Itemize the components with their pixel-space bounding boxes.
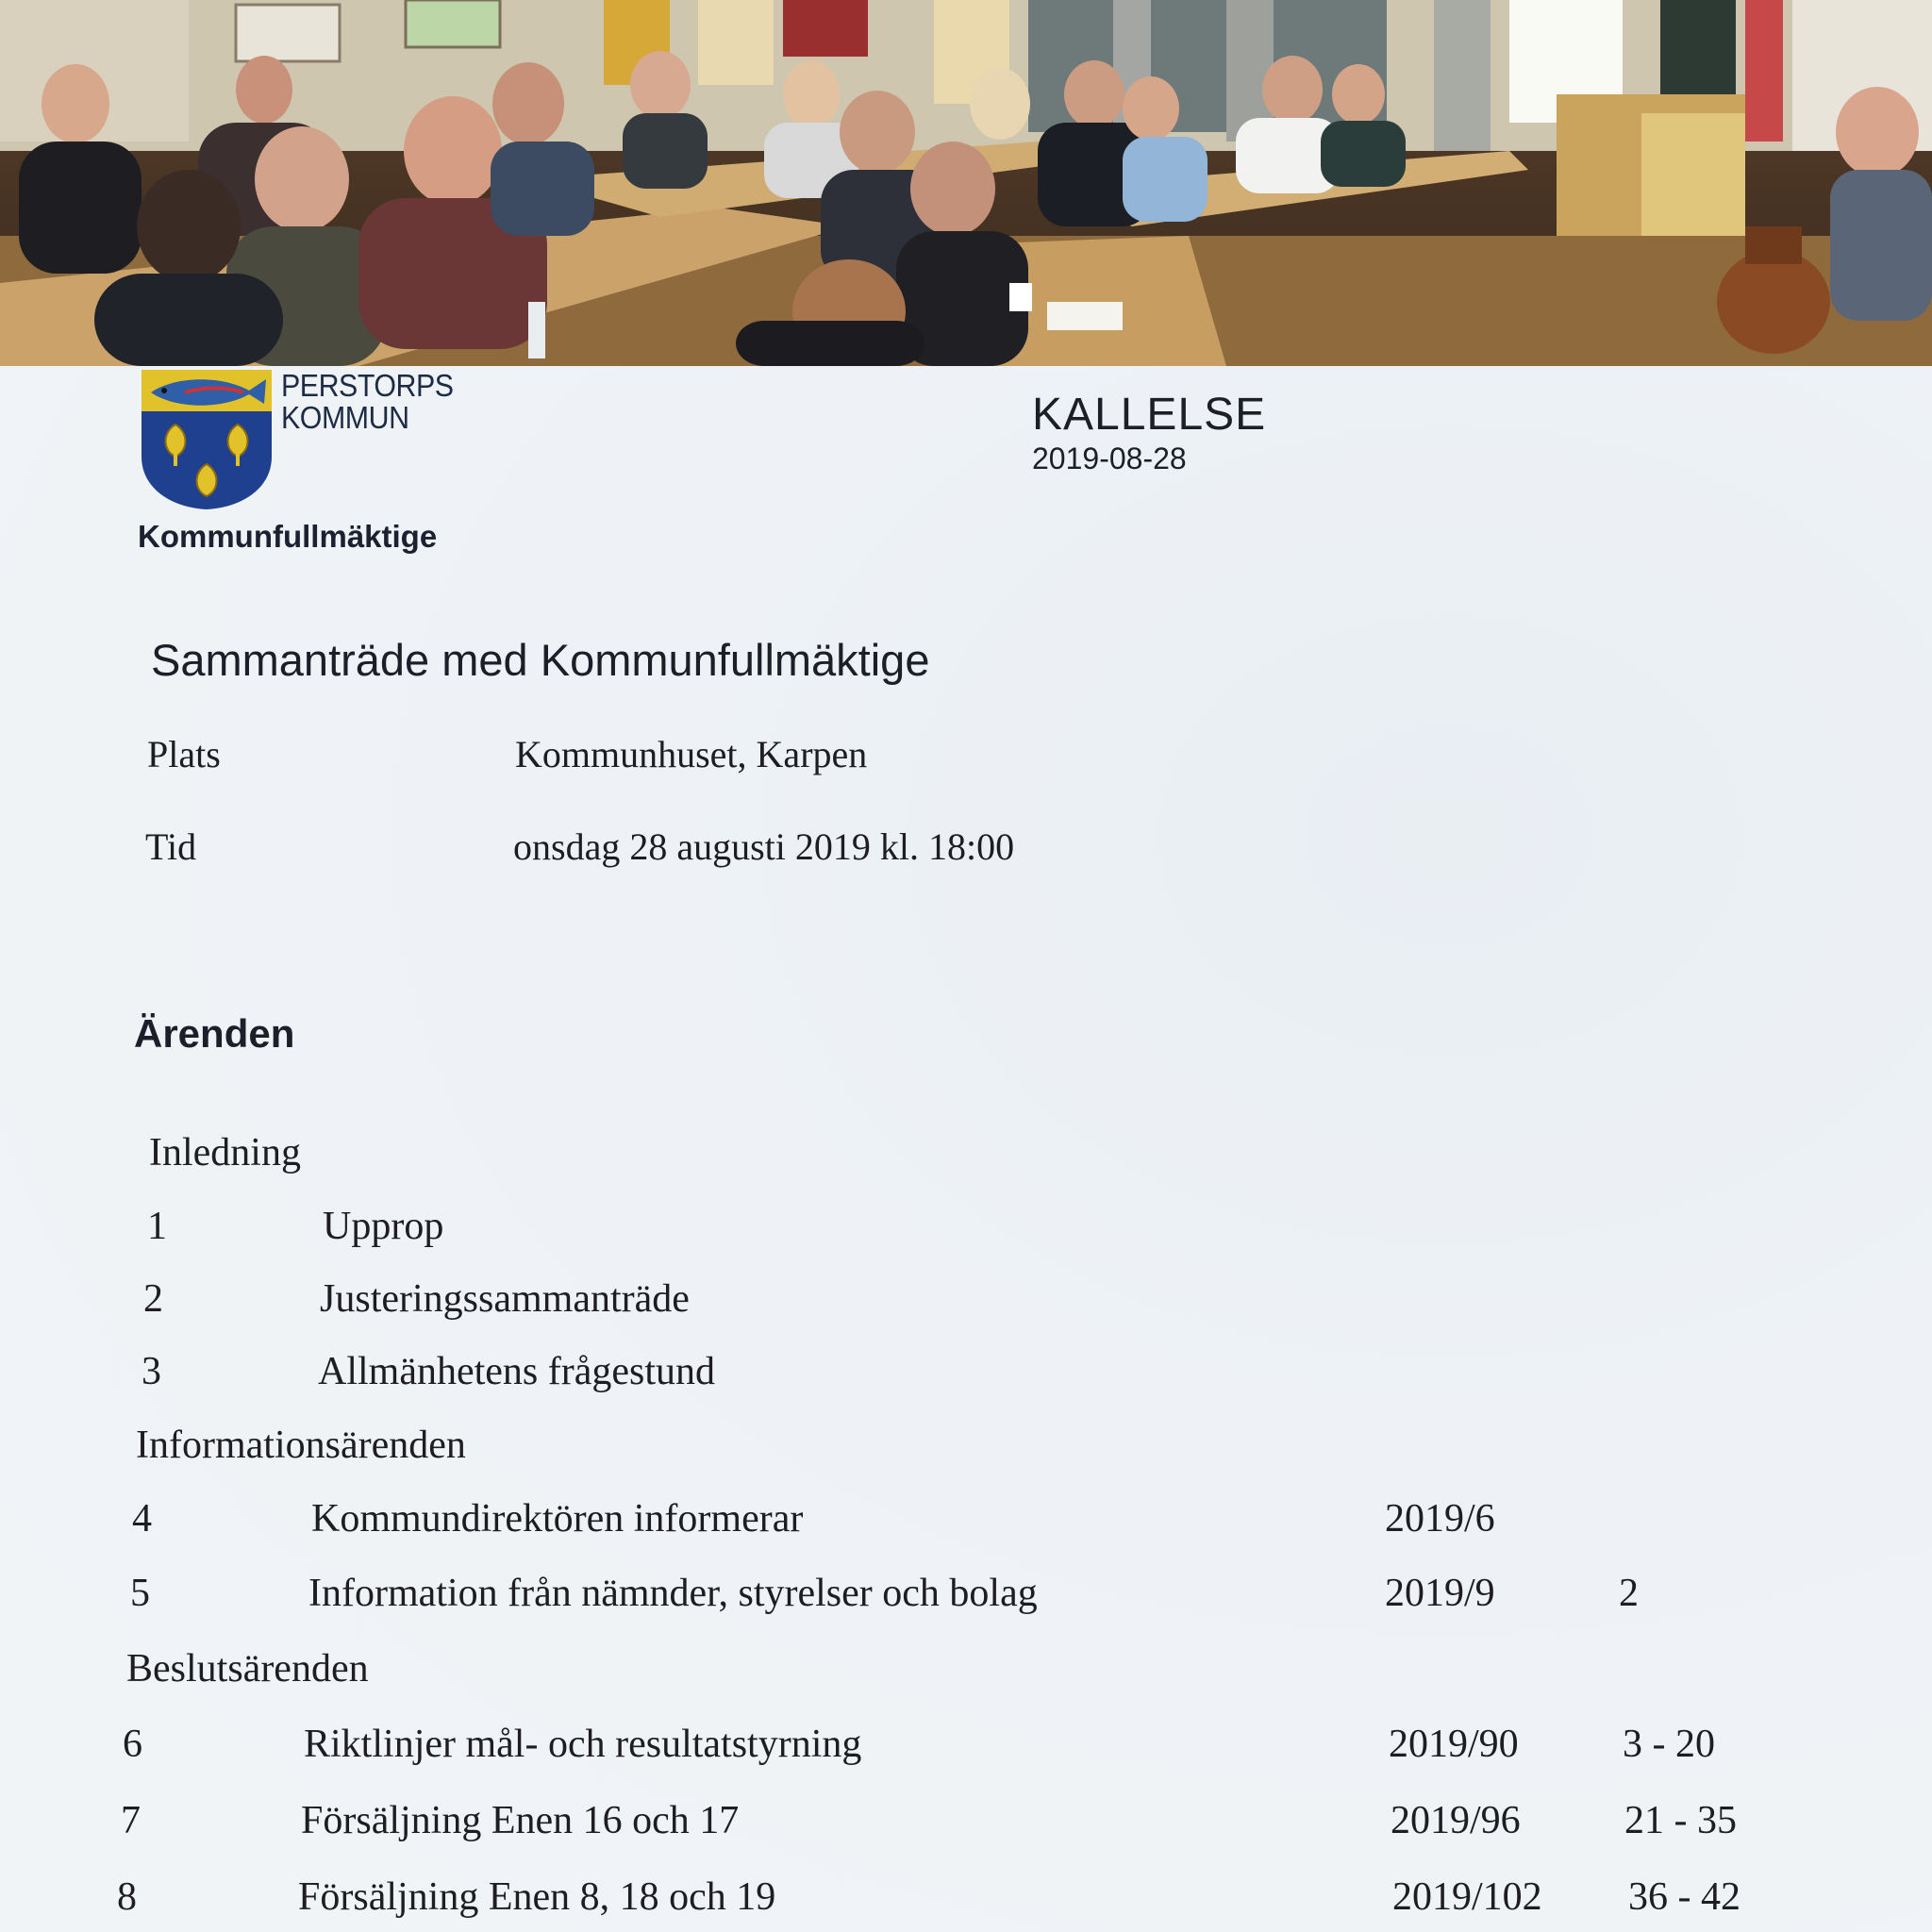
agenda-item-text: Kommundirektören informerar [311,1497,804,1541]
meeting-photo-illustration [0,0,1932,366]
agenda-group-title: Informationsärenden [136,1424,466,1467]
agenda-item [0,1798,1932,1855]
agenda-item-pages: 21 - 35 [1624,1799,1737,1842]
agenda-group-title: Inledning [149,1131,301,1174]
document-date: 2019-08-28 [1032,441,1187,475]
place-value: Kommunhuset, Karpen [515,733,868,775]
coat-of-arms-logo [138,366,275,511]
agenda-item-number: 7 [121,1799,141,1842]
agenda-item-reference: 2019/9 [1385,1572,1495,1615]
agenda-item-text: Riktlinjer mål- och resultatstyrning [304,1723,862,1766]
agenda-item-number: 4 [132,1497,152,1541]
agenda-heading: Ärenden [134,1011,295,1056]
time-label: Tid [145,825,197,868]
agenda-item-reference: 2019/90 [1389,1723,1519,1766]
agenda-item-pages: 3 - 20 [1623,1723,1715,1766]
agenda-item-number: 2 [143,1277,163,1321]
agenda-item-text: Försäljning Enen 16 och 17 [301,1799,740,1842]
agenda-item-reference: 2019/102 [1392,1875,1542,1919]
agenda-item [0,1496,1932,1553]
place-label: Plats [147,733,221,775]
meeting-title: Sammanträde med Kommunfullmäktige [151,635,930,685]
agenda-item-text: Information från nämnder, styrelser och bolag [308,1572,1038,1615]
agenda-item [0,1722,1932,1778]
agenda-item-number: 8 [117,1875,137,1919]
agenda-item [0,1204,1932,1260]
org-name: PERSTORPS KOMMUN [281,368,454,435]
agenda-item-pages: 2 [1619,1572,1639,1615]
agenda-item-number: 1 [147,1205,167,1248]
agenda-item-number: 5 [130,1572,150,1615]
agenda-item-text: Justeringssammanträde [320,1277,690,1321]
agenda-item [0,1349,1932,1406]
meeting-photo [0,0,1932,366]
agenda-item-reference: 2019/6 [1385,1497,1495,1541]
agenda-item [0,1571,1932,1627]
agenda-item-text: Försäljning Enen 8, 18 och 19 [298,1875,776,1919]
agenda-item [0,1276,1932,1333]
org-body: Kommunfullmäktige [138,519,438,554]
agenda-item-reference: 2019/96 [1391,1799,1521,1842]
agenda-item-pages: 36 - 42 [1628,1875,1740,1919]
document-type: KALLELSE [1032,390,1267,440]
agenda-item [0,1874,1932,1931]
time-value: onsdag 28 augusti 2019 kl. 18:00 [513,825,1015,868]
agenda-group-title: Beslutsärenden [126,1647,369,1690]
agenda-item-number: 3 [142,1350,161,1393]
agenda-item-text: Upprop [323,1205,444,1248]
agenda-item-number: 6 [123,1723,142,1766]
coat-of-arms-icon [138,366,275,511]
document-page [0,366,1932,1932]
agenda-item-text: Allmänhetens frågestund [318,1350,716,1393]
